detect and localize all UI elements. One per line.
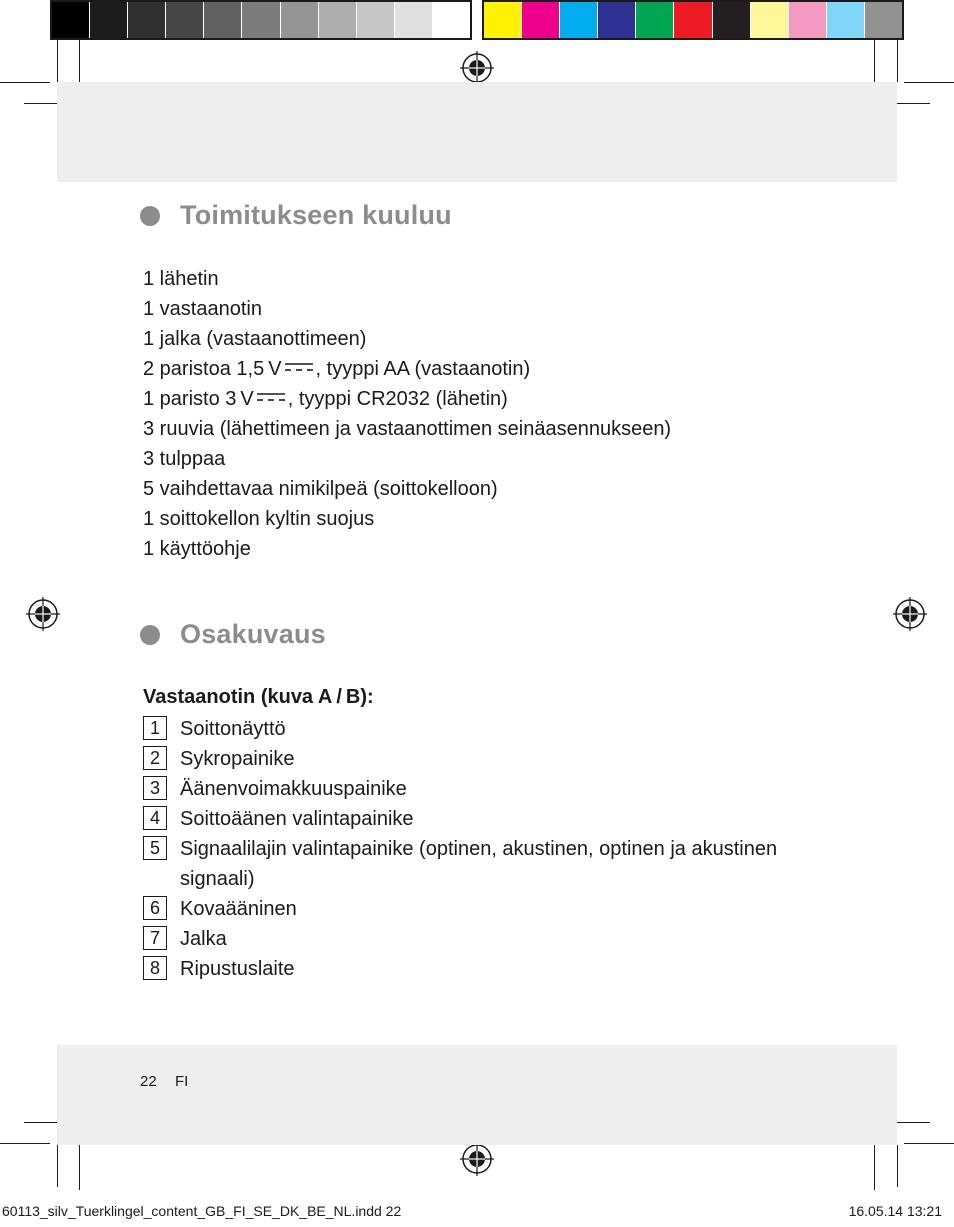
bullet-dot-icon [140, 625, 160, 645]
color-swatch [522, 2, 560, 38]
color-swatch [789, 2, 827, 38]
color-swatch [484, 2, 522, 38]
part-number-box: 7 [143, 926, 167, 950]
color-swatch [560, 2, 598, 38]
color-swatch [751, 2, 789, 38]
part-item [143, 714, 843, 744]
section-heading-parts [140, 619, 326, 650]
page-number: 22 [140, 1073, 157, 1090]
part-label: Soittoäänen valintapainike [180, 808, 414, 830]
color-swatch [90, 2, 128, 38]
part-item [143, 924, 843, 954]
list-item-text: , tyyppi CR2032 (lähetin) [287, 388, 508, 410]
dc-current-icon [256, 391, 286, 403]
bullet-dot-icon [140, 206, 160, 226]
color-swatch [281, 2, 319, 38]
color-swatch [128, 2, 166, 38]
part-item [143, 744, 843, 774]
color-swatch [598, 2, 636, 38]
list-item [143, 354, 671, 384]
dc-current-icon [284, 361, 314, 373]
parts-list [143, 714, 843, 984]
list-item-text: , tyyppi AA (vastaanotin) [315, 358, 531, 380]
color-swatch [52, 2, 90, 38]
slug-filename: 60113_silv_Tuerklingel_content_GB_FI_SE_DK_BE_NL.indd 22 [2, 1203, 402, 1219]
crop-mark [897, 40, 898, 82]
section-title: Osakuvaus [180, 619, 326, 649]
list-item-text: 2 paristoa 1,5 V [143, 358, 282, 380]
part-number-box: 3 [143, 776, 167, 800]
crop-mark [0, 1143, 50, 1144]
list-item: 5 vaihdettavaa nimikilpeä (soittokelloon) [143, 478, 498, 500]
part-label: Ripustuslaite [180, 958, 295, 980]
grayscale-color-bar [50, 0, 472, 40]
crop-mark [57, 40, 58, 82]
color-swatch [865, 2, 902, 38]
registration-mark-icon [460, 1142, 494, 1176]
crop-mark [904, 82, 954, 83]
part-item [143, 774, 843, 804]
part-label: Jalka [180, 928, 227, 950]
part-label: Soittonäyttö [180, 718, 286, 740]
receiver-subheading: Vastaanotin (kuva A / B): [143, 686, 374, 708]
color-swatch [674, 2, 712, 38]
header-panel [57, 82, 897, 182]
part-item [143, 834, 843, 894]
list-item: 3 ruuvia (lähettimeen ja vastaanottimen seinäasennukseen) [143, 418, 672, 440]
crop-mark [897, 1122, 930, 1123]
crop-mark [904, 1143, 954, 1144]
list-item: 3 tulppaa [143, 448, 226, 470]
part-label: Signaalilajin valintapainike (optinen, akustinen, optinen ja akustinen signaali) [180, 838, 778, 890]
part-item [143, 894, 843, 924]
section-title: Toimitukseen kuuluu [180, 200, 452, 230]
list-item: 1 vastaanotin [143, 298, 262, 320]
registration-mark-icon [460, 51, 494, 85]
section-heading-contents [140, 200, 452, 231]
list-item: 1 käyttöohje [143, 538, 251, 560]
color-swatch [827, 2, 865, 38]
part-number-box: 8 [143, 956, 167, 980]
color-swatch [319, 2, 357, 38]
list-item: 1 lähetin [143, 268, 219, 290]
process-color-bar [482, 0, 904, 40]
part-number-box: 2 [143, 746, 167, 770]
page-language: FI [175, 1073, 189, 1090]
part-label: Kovaääninen [180, 898, 297, 920]
crop-mark [0, 82, 50, 83]
crop-mark [874, 1140, 875, 1190]
crop-mark [57, 1145, 58, 1187]
contents-list [143, 264, 671, 564]
color-swatch [636, 2, 674, 38]
part-number-box: 4 [143, 806, 167, 830]
color-swatch [395, 2, 433, 38]
slug-datetime: 16.05.14 13:21 [848, 1203, 942, 1219]
part-number-box: 6 [143, 896, 167, 920]
color-swatch [204, 2, 242, 38]
part-label: Äänenvoimakkuuspainike [180, 778, 407, 800]
registration-mark-icon [26, 597, 60, 631]
part-item [143, 954, 843, 984]
list-item [143, 384, 671, 414]
part-number-box: 5 [143, 836, 167, 860]
crop-mark [897, 1145, 898, 1187]
color-swatch [242, 2, 280, 38]
list-item: 1 jalka (vastaanottimeen) [143, 328, 367, 350]
color-swatch [433, 2, 470, 38]
list-item-text: 1 paristo 3 V [143, 388, 254, 410]
list-item: 1 soittokellon kyltin suojus [143, 508, 375, 530]
part-label: Sykropainike [180, 748, 295, 770]
footer-panel [57, 1045, 897, 1145]
color-swatch [713, 2, 751, 38]
crop-mark [79, 1140, 80, 1190]
crop-mark [24, 103, 57, 104]
crop-mark [24, 1122, 57, 1123]
color-swatch [357, 2, 395, 38]
registration-mark-icon [893, 597, 927, 631]
crop-mark [897, 103, 930, 104]
color-swatch [166, 2, 204, 38]
part-number-box: 1 [143, 716, 167, 740]
part-item [143, 804, 843, 834]
